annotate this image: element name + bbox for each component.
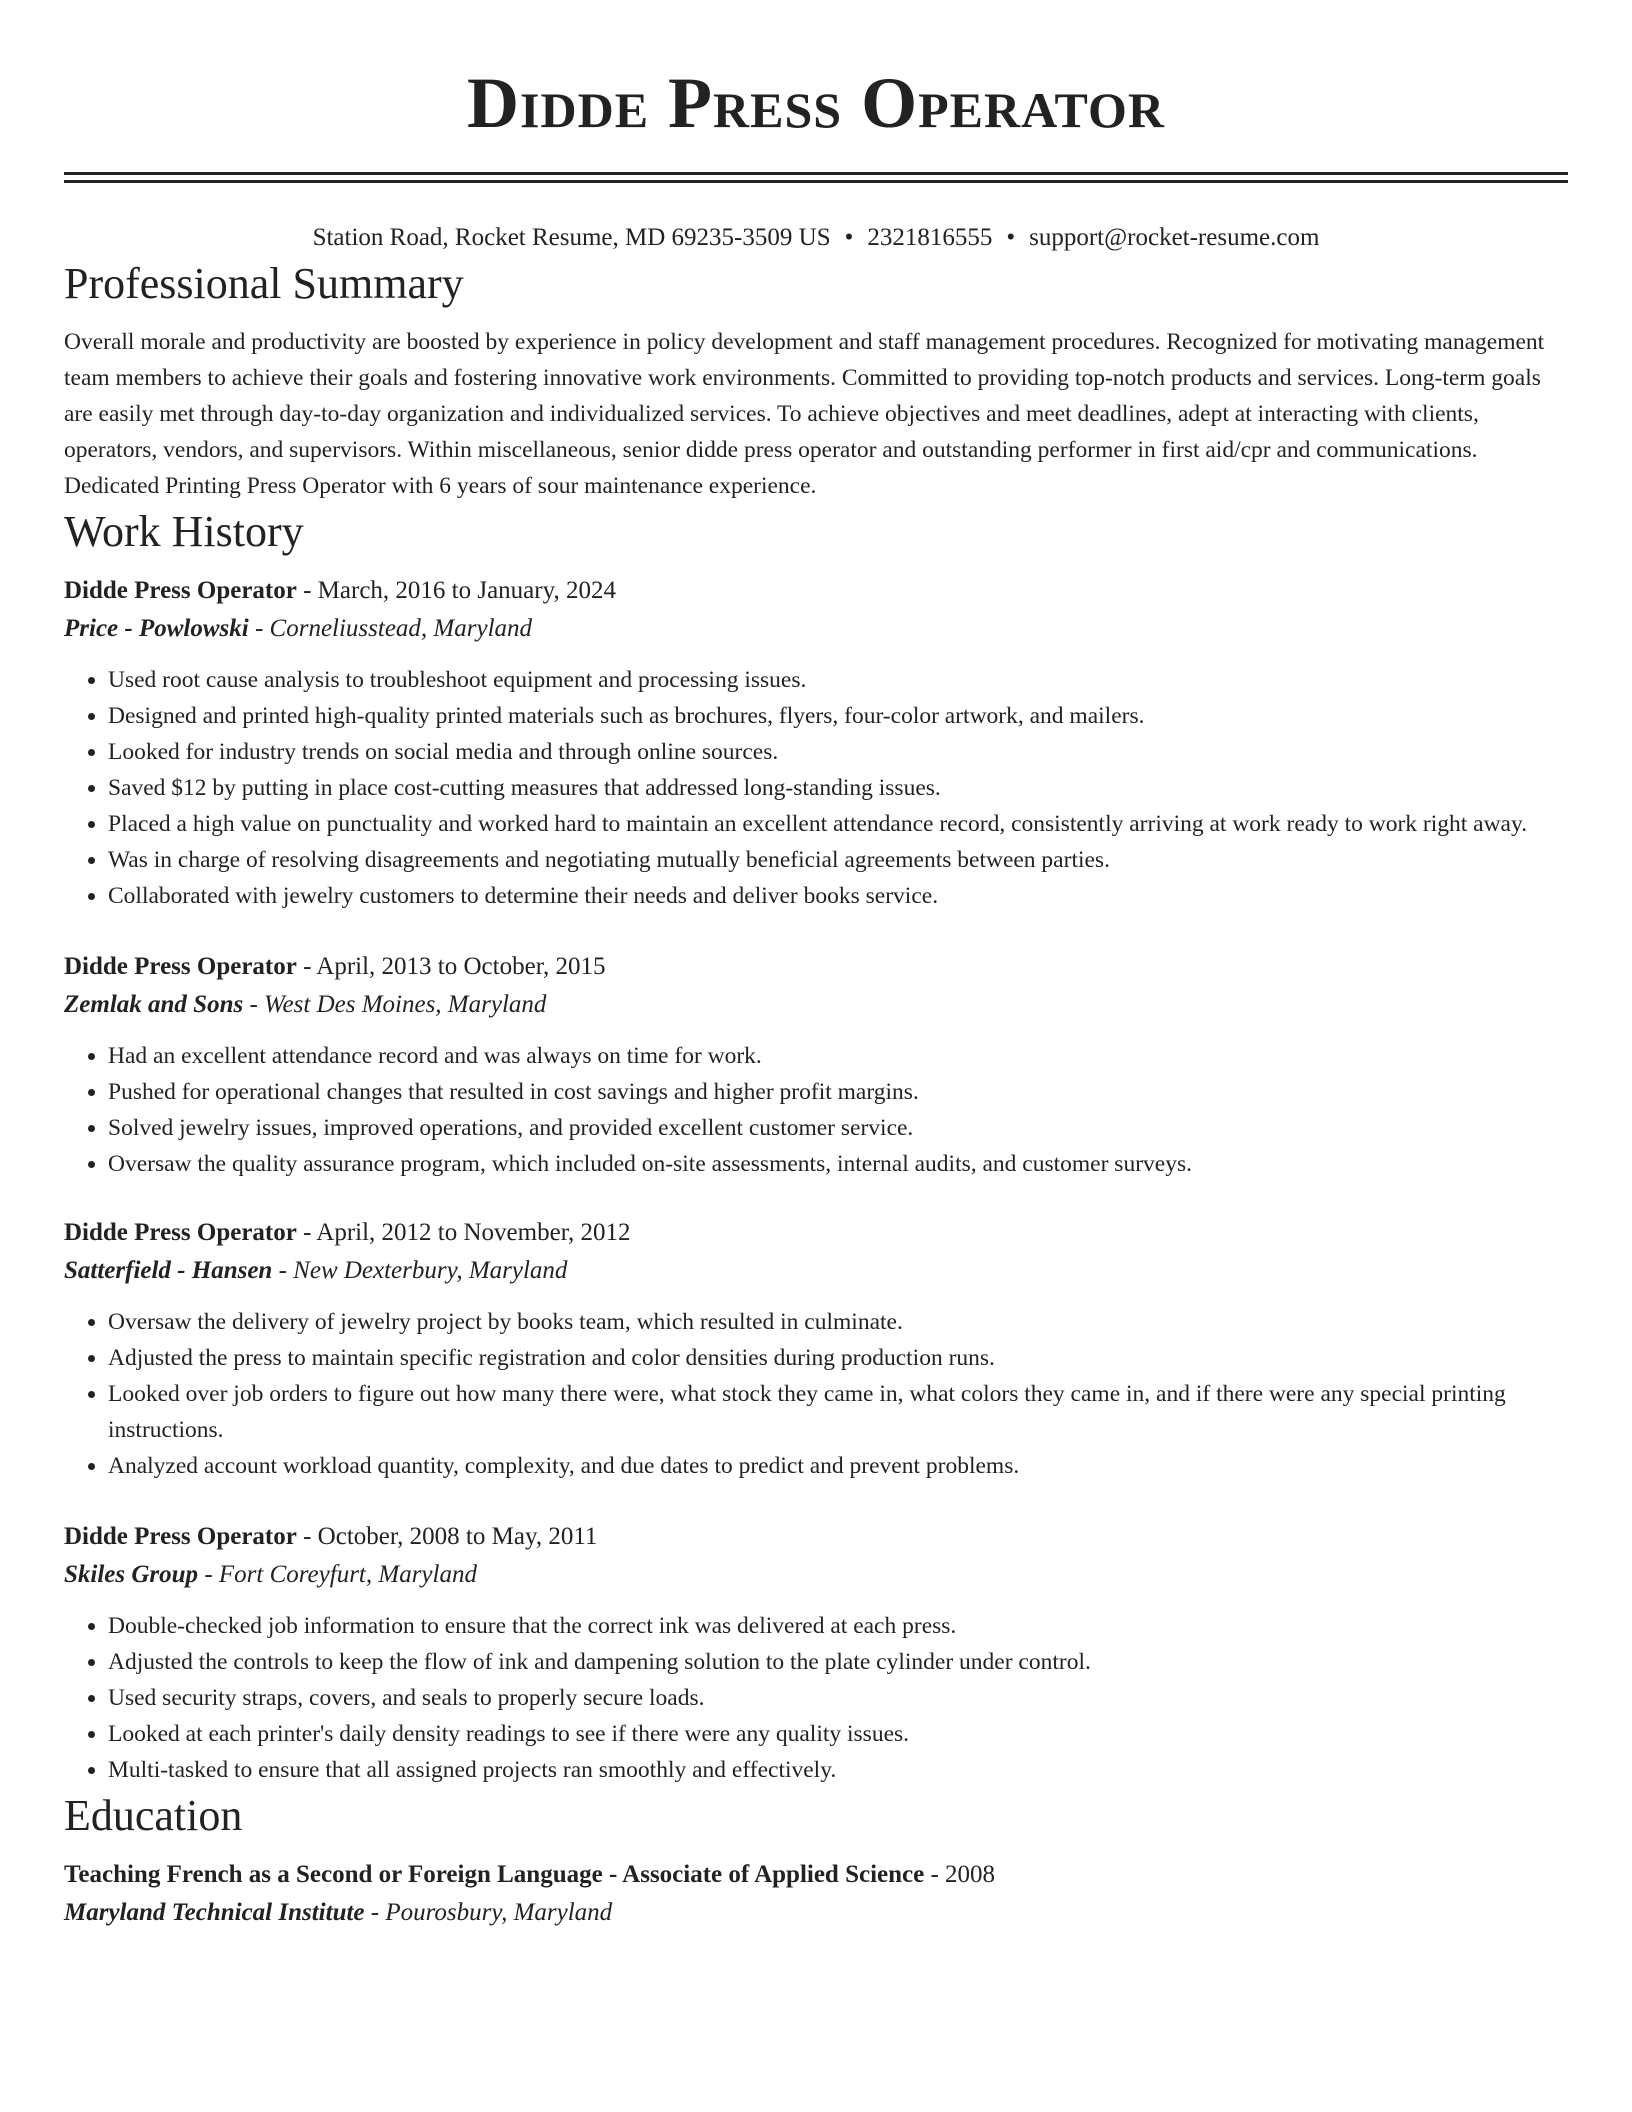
job-dates: - April, 2012 to November, 2012 bbox=[296, 1219, 631, 1246]
company-name: Satterfield - Hansen bbox=[64, 1257, 273, 1284]
company-name: Price - Powlowski bbox=[64, 615, 249, 642]
job-bullet: • Looked for industry trends on social media and through online sources. bbox=[108, 734, 1568, 770]
job-bullet: • Used root cause analysis to troubleshoot equipment and processing issues. bbox=[108, 662, 1568, 698]
company-location: - Corneliusstead, Maryland bbox=[248, 615, 533, 642]
company-line bbox=[64, 986, 1568, 1024]
job-bullet: • Designed and printed high-quality printed materials such as brochures, flyers, four-color artwork, and mailers. bbox=[108, 698, 1568, 734]
job-bullet: • Collaborated with jewelry customers to determine their needs and deliver books service. bbox=[108, 878, 1568, 914]
job-title-line bbox=[64, 1214, 1568, 1252]
job-bullet-list bbox=[64, 1038, 1568, 1182]
school-line bbox=[64, 1894, 1568, 1932]
job-dates: - October, 2008 to May, 2011 bbox=[296, 1523, 598, 1550]
company-line bbox=[64, 1252, 1568, 1290]
company-location: - Fort Coreyfurt, Maryland bbox=[198, 1561, 477, 1588]
job-title: Didde Press Operator bbox=[64, 953, 297, 980]
contact-separator: • bbox=[1006, 224, 1016, 251]
job-bullet: • Had an excellent attendance record and was always on time for work. bbox=[108, 1038, 1568, 1074]
job-bullet-list bbox=[64, 662, 1568, 914]
job-entry bbox=[64, 572, 1568, 914]
job-title: Didde Press Operator bbox=[64, 1523, 297, 1550]
contact-line bbox=[64, 220, 1568, 256]
school-location: - Pourosbury, Maryland bbox=[364, 1899, 613, 1926]
job-entry bbox=[64, 1214, 1568, 1484]
education-entry bbox=[64, 1856, 1568, 1932]
job-bullet: • Used security straps, covers, and seals to properly secure loads. bbox=[108, 1680, 1568, 1716]
degree-line bbox=[64, 1856, 1568, 1894]
company-name: Skiles Group bbox=[64, 1561, 199, 1588]
resume-name-title: Didde Press Operator bbox=[467, 63, 1165, 143]
contact-address: Station Road, Rocket Resume, MD 69235-3509 US bbox=[312, 224, 831, 251]
work-history-heading: Work History bbox=[64, 507, 304, 556]
job-title-line bbox=[64, 572, 1568, 610]
job-bullet: • Pushed for operational changes that resulted in cost savings and higher profit margins. bbox=[108, 1074, 1568, 1110]
job-bullet: • Double-checked job information to ensure that the correct ink was delivered at each press. bbox=[108, 1608, 1568, 1644]
job-bullet: • Saved $12 by putting in place cost-cutting measures that addressed long-standing issues. bbox=[108, 770, 1568, 806]
job-bullet-list bbox=[64, 1304, 1568, 1484]
job-bullet: • Adjusted the controls to keep the flow of ink and dampening solution to the plate cylinder under control. bbox=[108, 1644, 1568, 1680]
summary-text: Overall morale and productivity are boosted by experience in policy development and staff management procedures. Recognized for motivating management team members to achieve their goals and fostering innovative work environments. Committed to providing top-notch products and services. Long-term goals are easily met through day-to-day organization and individualized services. To achieve objectives and meet deadlines, adept at interacting with clients, operators, vendors, and supervisors. Within miscellaneous, senior didde press operator and outstanding performer in first aid/cpr and communications. Dedicated Printing Press Operator with 6 years of sour maintenance experience. bbox=[64, 329, 1545, 499]
job-title-line bbox=[64, 948, 1568, 986]
degree-name: Teaching French as a Second or Foreign Language - Associate of Applied Science bbox=[64, 1861, 925, 1888]
education-heading: Education bbox=[64, 1791, 243, 1840]
degree-year: - 2008 bbox=[924, 1861, 996, 1888]
job-title: Didde Press Operator bbox=[64, 1219, 297, 1246]
job-dates: - April, 2013 to October, 2015 bbox=[296, 953, 606, 980]
contact-email: support@rocket-resume.com bbox=[1029, 224, 1320, 251]
job-bullet: • Looked over job orders to figure out how many there were, what stock they came in, what colors they came in, and if there were any special printing instructions. bbox=[108, 1376, 1568, 1448]
school-name: Maryland Technical Institute bbox=[64, 1899, 365, 1926]
job-title-line bbox=[64, 1518, 1568, 1556]
job-bullet: • Analyzed account workload quantity, complexity, and due dates to predict and prevent problems. bbox=[108, 1448, 1568, 1484]
job-bullet-list bbox=[64, 1608, 1568, 1788]
job-bullet: • Oversaw the quality assurance program, which included on-site assessments, internal audits, and customer surveys. bbox=[108, 1146, 1568, 1182]
job-dates: - March, 2016 to January, 2024 bbox=[296, 577, 616, 604]
company-location: - West Des Moines, Maryland bbox=[243, 991, 547, 1018]
job-bullet: • Multi-tasked to ensure that all assigned projects ran smoothly and effectively. bbox=[108, 1752, 1568, 1788]
company-line bbox=[64, 1556, 1568, 1594]
contact-phone: 2321816555 bbox=[867, 224, 993, 251]
job-bullet: • Oversaw the delivery of jewelry project by books team, which resulted in culminate. bbox=[108, 1304, 1568, 1340]
company-line bbox=[64, 610, 1568, 648]
header-double-rule bbox=[64, 172, 1568, 183]
contact-separator: • bbox=[844, 224, 854, 251]
company-location: - New Dexterbury, Maryland bbox=[272, 1257, 568, 1284]
job-bullet: • Solved jewelry issues, improved operations, and provided excellent customer service. bbox=[108, 1110, 1568, 1146]
summary-heading: Professional Summary bbox=[64, 259, 464, 308]
job-entry bbox=[64, 1518, 1568, 1788]
job-bullet: • Looked at each printer's daily density readings to see if there were any quality issues. bbox=[108, 1716, 1568, 1752]
job-bullet: • Was in charge of resolving disagreements and negotiating mutually beneficial agreements between parties. bbox=[108, 842, 1568, 878]
job-bullet: • Adjusted the press to maintain specific registration and color densities during production runs. bbox=[108, 1340, 1568, 1376]
company-name: Zemlak and Sons bbox=[64, 991, 244, 1018]
job-entry bbox=[64, 948, 1568, 1182]
job-title: Didde Press Operator bbox=[64, 577, 297, 604]
job-bullet: • Placed a high value on punctuality and worked hard to maintain an excellent attendance record, consistently arriving at work ready to work right away. bbox=[108, 806, 1568, 842]
